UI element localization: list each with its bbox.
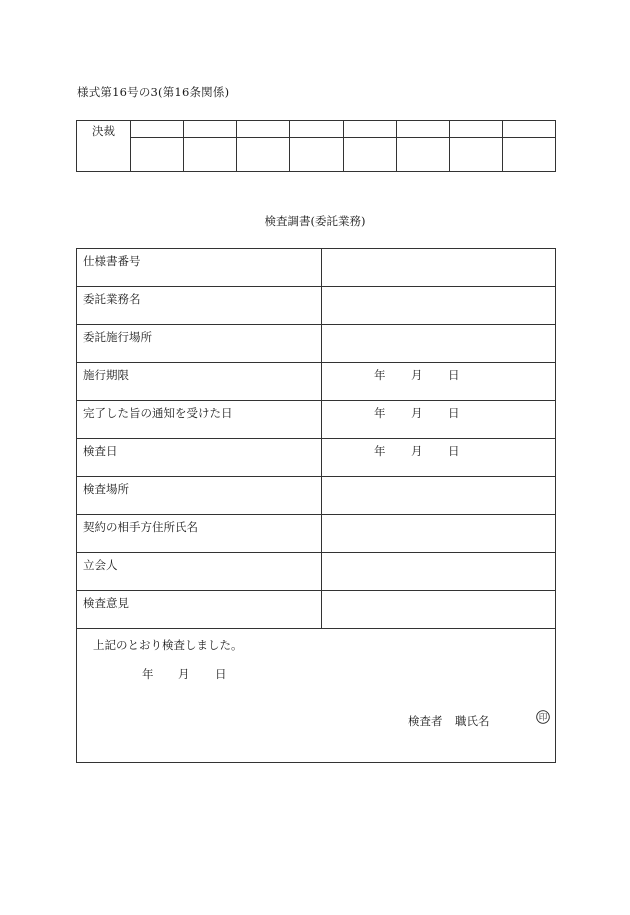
day-label: 日 — [448, 444, 460, 458]
approval-box-stamp[interactable] — [396, 138, 449, 172]
approval-box-stamp[interactable] — [184, 138, 237, 172]
form-row-location — [77, 325, 556, 363]
approval-box-stamp[interactable] — [237, 138, 290, 172]
completion-notice-date-field[interactable] — [322, 401, 556, 439]
row-label: 施行期限 — [77, 363, 322, 401]
inspection-form — [76, 248, 556, 763]
form-row-completion-notice — [77, 401, 556, 439]
inspection-location-field[interactable] — [322, 477, 556, 515]
form-row-opinion — [77, 591, 556, 629]
row-label: 検査日 — [77, 439, 322, 477]
spec-number-field[interactable] — [322, 249, 556, 287]
form-row-contract-name — [77, 287, 556, 325]
day-label: 日 — [448, 406, 460, 420]
contract-name-field[interactable] — [322, 287, 556, 325]
row-label: 検査場所 — [77, 477, 322, 515]
day-label: 日 — [448, 368, 460, 382]
form-row-counterparty — [77, 515, 556, 553]
row-label: 委託業務名 — [77, 287, 322, 325]
approval-box-header[interactable] — [290, 121, 343, 138]
document-title: 検査調書(委託業務) — [264, 214, 366, 228]
row-label: 委託施行場所 — [77, 325, 322, 363]
form-row-statement — [77, 629, 556, 763]
approval-box-header[interactable] — [131, 121, 184, 138]
approval-box-header[interactable] — [502, 121, 555, 138]
form-row-witness — [77, 553, 556, 591]
approval-box-stamp[interactable] — [502, 138, 555, 172]
inspector-signature-line — [408, 713, 490, 729]
approval-box-header[interactable] — [396, 121, 449, 138]
day-label: 日 — [215, 667, 227, 681]
approval-box-stamp[interactable] — [131, 138, 184, 172]
approval-box-stamp[interactable] — [290, 138, 343, 172]
row-label: 完了した旨の通知を受けた日 — [77, 401, 322, 439]
month-label: 月 — [411, 444, 423, 458]
statement-block — [77, 629, 556, 763]
approval-box-stamp[interactable] — [449, 138, 502, 172]
form-row-spec-number — [77, 249, 556, 287]
seal-icon — [536, 710, 550, 724]
month-label: 月 — [411, 368, 423, 382]
form-number: 様式第16号の3(第16条関係) — [77, 85, 230, 99]
year-label: 年 — [374, 406, 386, 420]
inspector-title: 職氏名 — [455, 714, 490, 728]
seal-char: 印 — [538, 713, 548, 724]
inspection-date-field[interactable] — [322, 439, 556, 477]
approval-grid — [76, 120, 556, 172]
form-row-inspection-date — [77, 439, 556, 477]
statement-text: 上記のとおり検査しました。 — [93, 638, 243, 652]
approval-box-header[interactable] — [184, 121, 237, 138]
month-label: 月 — [178, 667, 190, 681]
counterparty-field[interactable] — [322, 515, 556, 553]
row-label: 仕様書番号 — [77, 249, 322, 287]
approval-box-header[interactable] — [449, 121, 502, 138]
inspector-role: 検査者 — [408, 714, 443, 728]
form-row-deadline — [77, 363, 556, 401]
form-row-inspection-location — [77, 477, 556, 515]
year-label: 年 — [374, 368, 386, 382]
approval-box-stamp[interactable] — [343, 138, 396, 172]
location-field[interactable] — [322, 325, 556, 363]
year-label: 年 — [142, 667, 154, 681]
statement-date-field[interactable] — [142, 666, 227, 682]
row-label: 検査意見 — [77, 591, 322, 629]
opinion-field[interactable] — [322, 591, 556, 629]
approval-label: 決裁 — [77, 121, 131, 172]
month-label: 月 — [411, 406, 423, 420]
witness-field[interactable] — [322, 553, 556, 591]
row-label: 契約の相手方住所氏名 — [77, 515, 322, 553]
row-label: 立会人 — [77, 553, 322, 591]
approval-box-header[interactable] — [237, 121, 290, 138]
year-label: 年 — [374, 444, 386, 458]
deadline-date-field[interactable] — [322, 363, 556, 401]
approval-box-header[interactable] — [343, 121, 396, 138]
